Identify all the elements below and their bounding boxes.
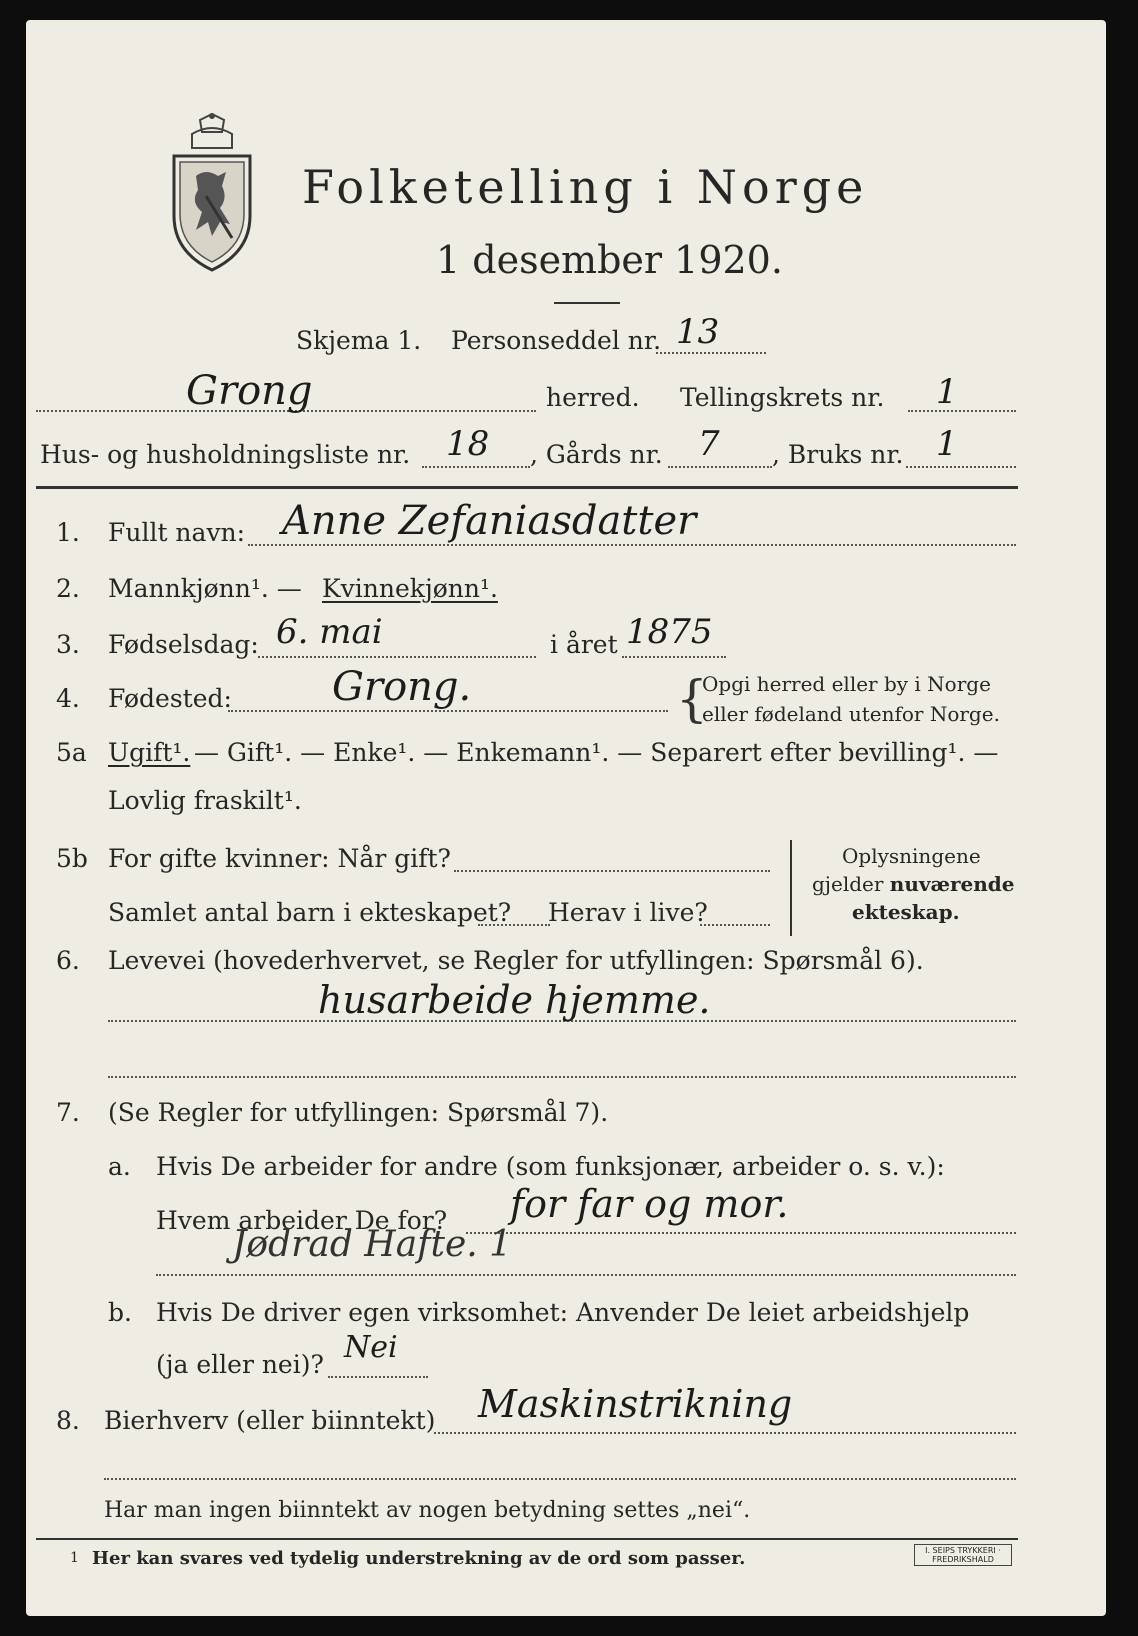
q1-number: 1. [56,518,80,547]
bruks-value: 1 [936,424,958,464]
gards-value: 7 [698,424,720,464]
q7b-answer-line [328,1376,428,1378]
q3-number: 3. [56,630,80,659]
q7-number: 7. [56,1098,80,1127]
gards-label: , Gårds nr. [530,440,663,469]
q5b-line1: For gifte kvinner: Når gift? [108,844,451,873]
footnote-number: 1 [70,1550,79,1566]
bruks-line [906,466,1016,468]
footer-note: Har man ingen biinntekt av nogen betydning settes „nei“. [104,1498,751,1523]
tellingskrets-label: Tellingskrets nr. [680,383,885,412]
q5b-note2a: gjelder [812,872,890,896]
q6-line2 [108,1076,1016,1078]
skjema-label: Skjema 1. [296,326,422,355]
q5b-line2a: Samlet antal barn i ekteskapet? [108,898,512,927]
personseddel-label: Personseddel nr. [451,326,662,355]
q7a-employer-line2 [156,1274,1016,1276]
q4-label: Fødested: [108,684,232,713]
q2-mann: Mannkjønn¹. — [108,574,302,603]
herred-value: Grong [186,368,313,414]
employer-value-2: Jødrad Hafte. 1 [232,1224,513,1265]
q2-number: 2. [56,574,80,603]
coat-of-arms-icon [166,112,258,272]
q1-line [248,544,1016,546]
q7b-line2: (ja eller nei)? [156,1350,324,1379]
tellingskrets-line [908,410,1016,412]
q8-label: Bierhverv (eller biinntekt) [104,1406,436,1435]
hus-label: Hus- og husholdningsliste nr. [40,440,411,469]
q4-note-line2: eller fødeland utenfor Norge. [702,702,1000,726]
census-form-sheet [26,20,1106,1616]
q5b-married-line [454,870,770,872]
q6-label: Levevei (hovederhvervet, se Regler for utfyllingen: Spørsmål 6). [108,946,924,975]
q7b-line1: Hvis De driver egen virksomhet: Anvender De leiet arbeidshjelp [156,1298,970,1327]
occupation-value: husarbeide hjemme. [318,978,711,1022]
q5b-note2 [812,872,1015,896]
personseddel-number: 13 [676,312,720,352]
q5a-options: — Gift¹. — Enke¹. — Enkemann¹. — Separert efter bevilling¹. — [194,738,999,767]
q7b-letter: b. [108,1298,132,1327]
q5a-line2: Lovlig fraskilt¹. [108,786,302,815]
q4-note-line1: Opgi herred eller by i Norge [702,672,991,696]
birthdate-value: 6. mai [276,612,383,652]
q5b-note1: Oplysningene [842,844,981,868]
q5b-line2b: Herav i live? [548,898,708,927]
q5b-number: 5b [56,844,88,873]
q7a-line1: Hvis De arbeider for andre (som funksjonær, arbeider o. s. v.): [156,1152,945,1181]
hired-help-value: Nei [344,1330,398,1365]
herred-label: herred. [546,383,640,412]
q5b-alive-line [700,924,770,926]
q1-label: Fullt navn: [108,518,246,547]
birthplace-value: Grong. [332,664,472,710]
q5b-note3: ekteskap. [852,900,960,924]
q7-label: (Se Regler for utfyllingen: Spørsmål 7). [108,1098,609,1127]
q7a-employer-line [466,1232,1016,1234]
q5b-note-bracket [790,840,792,936]
side-income-value: Maskinstrikning [478,1382,793,1426]
birth-year-value: 1875 [626,612,713,652]
census-date: 1 desember 1920. [436,238,783,282]
title-divider [554,302,620,304]
personseddel-line [656,352,766,354]
gards-line [668,466,772,468]
q4-brace: { [676,670,708,728]
q5b-note2b: nuværende [889,872,1015,896]
q3-date-line [258,656,536,658]
hus-value: 18 [446,424,490,464]
hus-line [422,466,530,468]
q7a-line2: Hvem arbeider De for? [156,1206,448,1235]
q7a-letter: a. [108,1152,131,1181]
q5b-children-line [478,924,550,926]
full-name-value: Anne Zefaniasdatter [282,498,697,544]
employer-value: for far og mor. [510,1182,789,1226]
form-title: Folketelling i Norge [302,160,869,214]
header-rule [36,486,1018,489]
q3-label: Fødselsdag: [108,630,259,659]
q8-line2 [104,1478,1016,1480]
footer-rule [36,1538,1018,1540]
q4-line [228,710,668,712]
q4-number: 4. [56,684,80,713]
q5a-ugift-underlined: Ugift¹. [108,738,191,767]
q3-year-label: i året [550,630,618,659]
tellingskrets-value: 1 [936,372,958,412]
q8-line1 [434,1432,1016,1434]
bruks-label: , Bruks nr. [772,440,904,469]
q2-kvinne-underlined: Kvinnekjønn¹. [322,574,498,603]
q5a-number: 5a [56,738,87,767]
q6-number: 6. [56,946,80,975]
printer-stamp: I. SEIPS TRYKKERI · FREDRIKSHALD [914,1544,1012,1566]
q8-number: 8. [56,1406,80,1435]
q3-year-line [622,656,726,658]
footnote-text: Her kan svares ved tydelig understrekning av de ord som passer. [92,1548,746,1569]
